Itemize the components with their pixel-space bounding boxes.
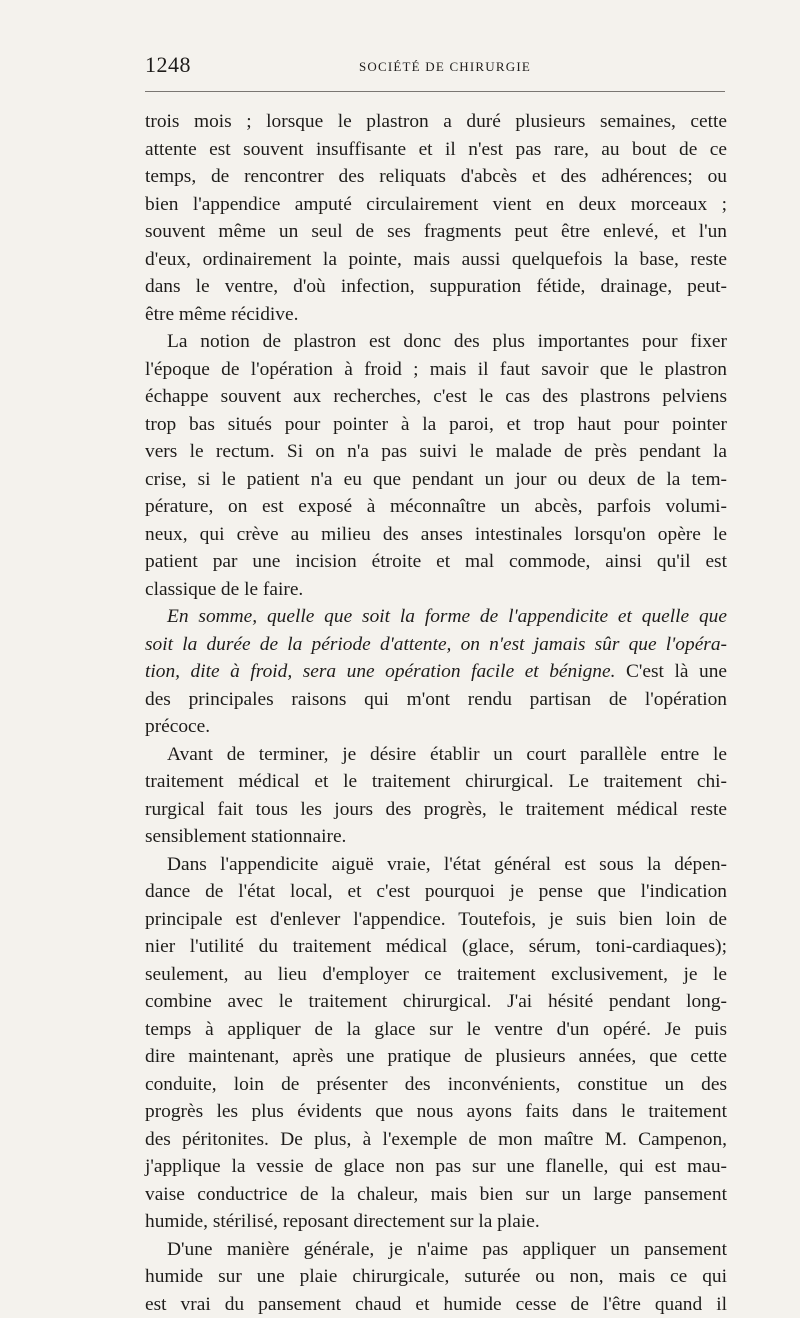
text-line: conduite, loin de présenter des inconvénients, constitue un des bbox=[145, 1071, 727, 1099]
header-rule bbox=[145, 91, 725, 92]
text-line: vers le rectum. Si on n'a pas suivi le malade de près pendant la bbox=[145, 438, 727, 466]
paragraph bbox=[145, 741, 727, 851]
text-line: rurgical fait tous les jours des progrès, le traitement médical reste bbox=[145, 796, 727, 824]
text-line: des principales raisons qui m'ont rendu partisan de l'opération bbox=[145, 686, 727, 714]
text-line: dans le ventre, d'où infection, suppuration fétide, drainage, peut- bbox=[145, 273, 727, 301]
body-text bbox=[145, 108, 727, 1318]
text-line: nier l'utilité du traitement médical (glace, sérum, toni-cardiaques); bbox=[145, 933, 727, 961]
text-line: Dans l'appendicite aiguë vraie, l'état général est sous la dépen- bbox=[145, 851, 727, 879]
text-line: crise, si le patient n'a eu que pendant un jour ou deux de la tem- bbox=[145, 466, 727, 494]
paragraph bbox=[145, 328, 727, 603]
text-line: trois mois ; lorsque le plastron a duré plusieurs semaines, cette bbox=[145, 108, 727, 136]
text-line: est vrai du pansement chaud et humide cesse de l'être quand il bbox=[145, 1291, 727, 1318]
text-line: dance de l'état local, et c'est pourquoi je pense que l'indication bbox=[145, 878, 727, 906]
text-line: progrès les plus évidents que nous ayons faits dans le traitement bbox=[145, 1098, 727, 1126]
text-line: j'applique la vessie de glace non pas sur une flanelle, qui est mau- bbox=[145, 1153, 727, 1181]
text-line: l'époque de l'opération à froid ; mais il faut savoir que le plastron bbox=[145, 356, 727, 384]
page-number: 1248 bbox=[145, 52, 191, 78]
text-line: des péritonites. De plus, à l'exemple de mon maître M. Campenon, bbox=[145, 1126, 727, 1154]
italic-text-span: tion, dite à froid, sera une opération facile et bénigne. bbox=[145, 661, 615, 682]
text-line: principale est d'enlever l'appendice. Toutefois, je suis bien loin de bbox=[145, 906, 727, 934]
text-line: dire maintenant, après une pratique de plusieurs années, que cette bbox=[145, 1043, 727, 1071]
text-line: humide, stérilisé, reposant directement sur la plaie. bbox=[145, 1208, 727, 1236]
text-line: trop bas situés pour pointer à la paroi, et trop haut pour pointer bbox=[145, 411, 727, 439]
paragraph bbox=[145, 108, 727, 328]
text-line: traitement médical et le traitement chirurgical. Le traitement chi- bbox=[145, 768, 727, 796]
text-line: vaise conductrice de la chaleur, mais bien sur un large pansement bbox=[145, 1181, 727, 1209]
page-header bbox=[145, 52, 725, 82]
text-span: C'est là une bbox=[615, 661, 727, 682]
text-line: combine avec le traitement chirurgical. J'ai hésité pendant long- bbox=[145, 988, 727, 1016]
running-title: SOCIÉTÉ DE CHIRURGIE bbox=[145, 59, 725, 75]
text-line: bien l'appendice amputé circulairement vient en deux morceaux ; bbox=[145, 191, 727, 219]
text-line: Avant de terminer, je désire établir un court parallèle entre le bbox=[145, 741, 727, 769]
text-line: temps à appliquer de la glace sur le ventre d'un opéré. Je puis bbox=[145, 1016, 727, 1044]
text-line: sensiblement stationnaire. bbox=[145, 823, 727, 851]
text-line: seulement, au lieu d'employer ce traitement exclusivement, je le bbox=[145, 961, 727, 989]
text-line: être même récidive. bbox=[145, 301, 727, 329]
italic-text-line: En somme, quelle que soit la forme de l'appendicite et quelle que bbox=[145, 603, 727, 631]
paragraph bbox=[145, 851, 727, 1236]
text-line: précoce. bbox=[145, 713, 727, 741]
text-line: La notion de plastron est donc des plus importantes pour fixer bbox=[145, 328, 727, 356]
text-line: attente est souvent insuffisante et il n'est pas rare, au bout de ce bbox=[145, 136, 727, 164]
text-line: temps, de rencontrer des reliquats d'abcès et des adhérences; ou bbox=[145, 163, 727, 191]
italic-text-line: soit la durée de la période d'attente, on n'est jamais sûr que l'opéra- bbox=[145, 631, 727, 659]
text-line: souvent même un seul de ses fragments peut être enlevé, et l'un bbox=[145, 218, 727, 246]
text-line: échappe souvent aux recherches, c'est le cas des plastrons pelviens bbox=[145, 383, 727, 411]
text-line: patient par une incision étroite et mal commode, ainsi qu'il est bbox=[145, 548, 727, 576]
text-line: neux, qui crève au milieu des anses intestinales lorsqu'on opère le bbox=[145, 521, 727, 549]
paragraph bbox=[145, 603, 727, 741]
text-line: d'eux, ordinairement la pointe, mais aussi quelquefois la base, reste bbox=[145, 246, 727, 274]
paragraph bbox=[145, 1236, 727, 1318]
text-line bbox=[145, 658, 727, 686]
text-line: classique de le faire. bbox=[145, 576, 727, 604]
text-line: D'une manière générale, je n'aime pas appliquer un pansement bbox=[145, 1236, 727, 1264]
text-line: humide sur une plaie chirurgicale, suturée ou non, mais ce qui bbox=[145, 1263, 727, 1291]
text-line: pérature, on est exposé à méconnaître un abcès, parfois volumi- bbox=[145, 493, 727, 521]
